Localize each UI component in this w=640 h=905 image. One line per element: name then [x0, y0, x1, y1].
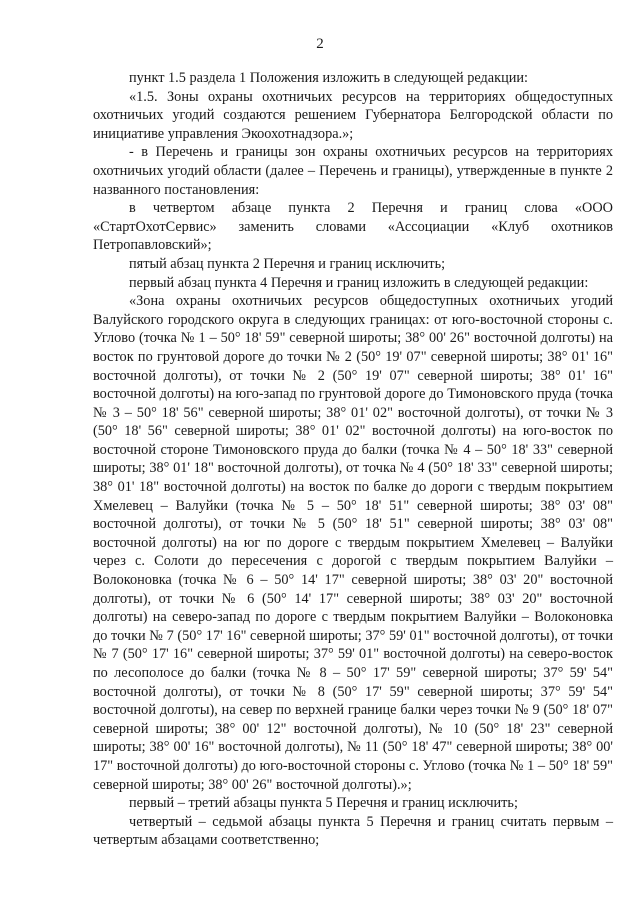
paragraph-first-of-point-4: первый абзац пункта 4 Перечня и границ изложить в следующей редакции:: [129, 274, 589, 291]
document-body: [93, 69, 613, 850]
paragraph-list-intro: - в Перечень и границы зон охраны охотничьих ресурсов на территориях охотничьих угодий области (далее – Перечень и границы), утвержденные в пункте 2 названного постановления:: [93, 144, 613, 198]
page-number: 2: [316, 36, 324, 52]
paragraph-exclude-first-third: первый – третий абзацы пункта 5 Перечня и границ исключить;: [129, 795, 518, 812]
paragraph-section-1-5: «1.5. Зоны охраны охотничьих ресурсов на территориях общедоступных охотничьих угодий создаются решением Губернатора Белгородской области по инициативе управления Экоохотнадзора.»;: [93, 88, 613, 142]
paragraph-exclude-fifth: пятый абзац пункта 2 Перечня и границ исключить;: [129, 255, 446, 272]
paragraph-zone-boundaries: «Зона охраны охотничьих ресурсов общедоступных охотничьих угодий Валуйского городского округа в следующих границах: от юго-восточной стороны с. Углово (точка № 1 – 50° 18' 59" северной широты; 38° 00' 26" восточной долготы) на восток по грунтовой дороге до точки № 2 (50° 19' 07" северной широты; 38° 01' 16" восточной долготы), от точки № 2 (50° 19' 07" северной широты; 38° 01' 16" восточной долготы) на юго-запад по грунтовой дороге до Тимоновского пруда (точка № 3 – 50° 18' 56" северной широты; 38° 01' 02" восточной долготы), от точки № 3 (50° 18' 56" северной широты; 38° 01' 02" восточной долготы) на юго-восток по восточной стороне Тимоновского пруда до балки (точка № 4 – 50° 18' 33" северной широты; 38° 01' 18" восточной долготы), от точка № 4 (50° 18' 33" северной широты; 38° 01' 18" восточной долготы) на восток по балке до дороги с твердым покрытием Хмелевец – Валуйки (точка № 5 – 50° 18' 51" северной широты; 38° 03' 08" восточной долготы), от точки № 5 (50° 18' 51" северной широты; 38° 03' 08" восточной долготы) на юг по дороге с твердым покрытием Хмелевец – Валуйки через с. Солоти до пересечения с дорогой с твердым покрытием Валуйки – Волоконовка (точка № 6 – 50° 14' 17" северной широты; 38° 03' 20" восточной долготы), от точки № 6 (50° 14' 17" северной широты; 38° 03' 20" восточной долготы) на северо-запад по дороге с твердым покрытием Валуйки – Волоконовка до точки № 7 (50° 17' 16" северной широты; 37° 59' 01" восточной долготы), от точки № 7 (50° 17' 16" северной широты; 37° 59' 01" восточной долготы) на северо-восток по лесополосе до балки (точка № 8 – 50° 17' 59" северной широты; 37° 59' 54" восточной долготы), от точки № 8 (50° 17' 59" северной широты; 37° 59' 54" восточной долготы), на север по верхней границе балки через точки № 9 (50° 18' 07" северной широты; 38° 00' 12" восточной долготы), № 10 (50° 18' 23" северной широты; 38° 00' 16" восточной долготы), № 11 (50° 18' 47" северной широты; 38° 00' 17" восточной долготы) до юго-восточной стороны с. Углово (точка № 1 – 50° 18' 59" северной широты; 38° 00' 26" восточной долготы).»;: [93, 293, 613, 793]
paragraph-intro: пункт 1.5 раздела 1 Положения изложить в следующей редакции:: [129, 70, 528, 86]
paragraph-replace-words: в четвертом абзаце пункта 2 Перечня и границ слова «ООО «СтартОхотСервис» заменить словами «Ассоциации «Клуб охотников Петропавловский»;: [93, 200, 613, 254]
paragraph-renumber: четвертый – седьмой абзацы пункта 5 Перечня и границ считать первым – четвертым абзацами соответственно;: [93, 813, 613, 849]
